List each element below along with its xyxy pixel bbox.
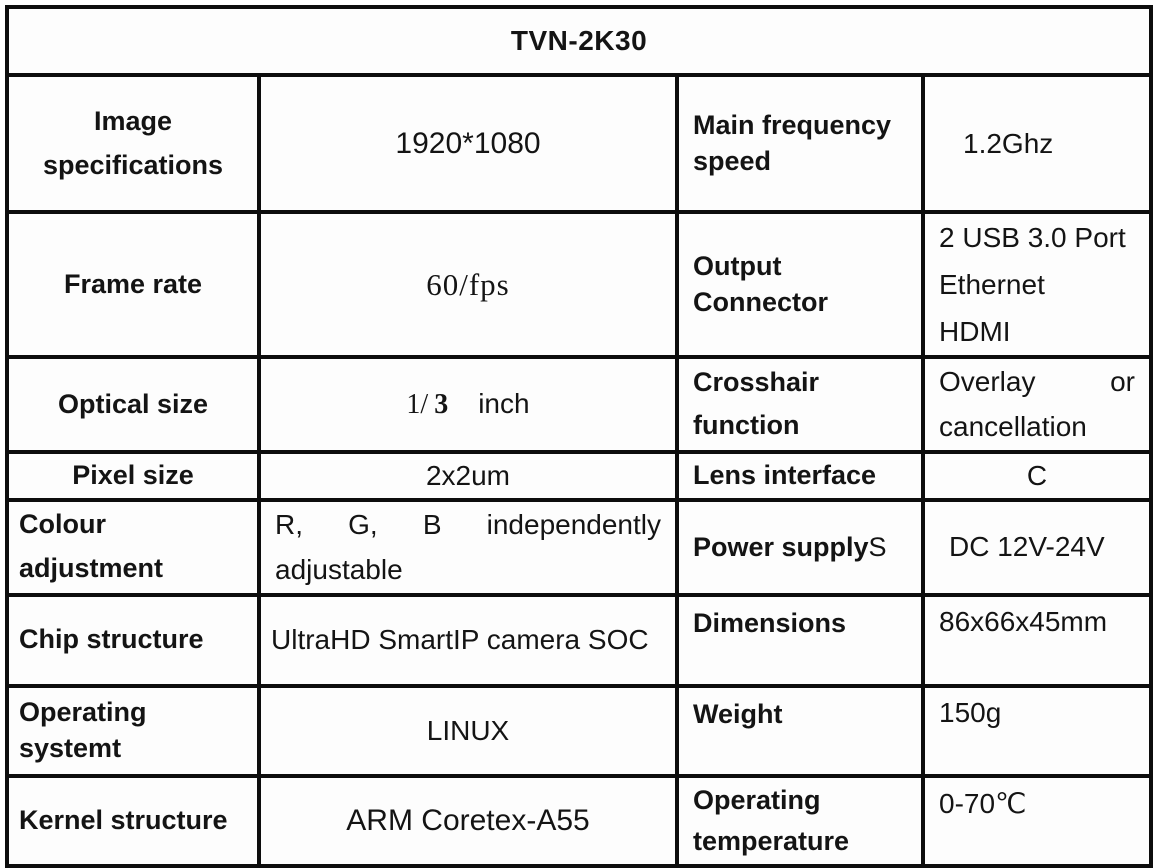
table-row: [7, 595, 1151, 686]
label-frame-rate: Frame rate: [7, 212, 259, 357]
value-colour-adjustment: [259, 500, 677, 595]
value-word: G,: [348, 508, 378, 540]
label-pixel-size: Pixel size: [7, 452, 259, 500]
value-pixel-size: 2x2um: [259, 452, 677, 500]
label-optical-size: Optical size: [7, 357, 259, 452]
label-line: systemt: [19, 732, 122, 763]
label-line: Operating: [693, 785, 821, 816]
table-row: [7, 357, 1151, 452]
optical-digit: 3: [434, 388, 449, 420]
label-line: Output: [693, 251, 782, 282]
label-main-frequency-speed: [677, 75, 923, 212]
value-line: Ethernet: [939, 269, 1045, 301]
value-line: [275, 502, 661, 547]
value-kernel-structure: ARM Coretex-A55: [259, 776, 677, 866]
label-line: Image: [93, 105, 173, 136]
table-title: TVN-2K30: [7, 7, 1151, 75]
label-line: Operating: [19, 697, 147, 728]
value-operating-temperature: 0-70℃: [923, 776, 1151, 866]
value-word: or: [1110, 366, 1136, 398]
label-operating-system: [7, 686, 259, 776]
label-line: Connector: [693, 286, 828, 317]
value-line: adjustable: [275, 554, 403, 586]
spec-sheet: [5, 5, 1149, 856]
label-lens-interface: Lens interface: [677, 452, 923, 500]
label-dimensions: Dimensions: [677, 595, 923, 686]
title-row: [7, 7, 1151, 75]
value-dimensions: 86x66x45mm: [923, 595, 1151, 686]
value-weight: 150g: [923, 686, 1151, 776]
label-colour-adjustment: [7, 500, 259, 595]
value-line: cancellation: [939, 411, 1087, 443]
value-operating-system: LINUX: [259, 686, 677, 776]
table-row: [7, 75, 1151, 212]
table-row: [7, 452, 1151, 500]
value-frame-rate: 60/fps: [259, 212, 677, 357]
value-power-supply: DC 12V-24V: [923, 500, 1151, 595]
label-line: function: [693, 410, 800, 441]
value-word: independently: [486, 508, 661, 540]
table-row: [7, 686, 1151, 776]
label-image-specifications: [7, 75, 259, 212]
label-line: speed: [693, 145, 772, 176]
value-optical-size: [259, 357, 677, 452]
label-weight: Weight: [677, 686, 923, 776]
label-power-supply: [677, 500, 923, 595]
value-word: B: [422, 508, 442, 540]
label-output-connector: [677, 212, 923, 357]
label-line: temperature: [693, 825, 850, 856]
label-suffix: S: [868, 531, 887, 562]
label-line: Main frequency: [693, 110, 892, 141]
label-line: Colour: [19, 509, 106, 540]
value-chip-structure: UltraHD SmartIP camera SOC: [259, 595, 677, 686]
table-row: [7, 212, 1151, 357]
table-row: [7, 776, 1151, 866]
label-kernel-structure: Kernel structure: [7, 776, 259, 866]
optical-unit: inch: [478, 387, 530, 419]
value-output-connector: [923, 212, 1151, 357]
value-word: R,: [275, 508, 303, 540]
value-crosshair-function: [923, 357, 1151, 452]
label-line: Crosshair: [693, 366, 820, 397]
label-text: Power supply: [693, 531, 869, 562]
value-image-specifications: 1920*1080: [259, 75, 677, 212]
label-crosshair-function: [677, 357, 923, 452]
value-word: Overlay: [939, 366, 1036, 398]
value-line: [939, 359, 1135, 404]
spec-table: [5, 5, 1153, 868]
label-line: adjustment: [19, 553, 164, 584]
optical-fraction: 1/: [406, 388, 429, 420]
table-row: [7, 500, 1151, 595]
value-line: HDMI: [939, 316, 1011, 348]
value-lens-interface: C: [923, 452, 1151, 500]
label-operating-temperature: [677, 776, 923, 866]
value-line: 2 USB 3.0 Port: [939, 222, 1126, 253]
value-main-frequency-speed: 1.2Ghz: [923, 75, 1151, 212]
label-chip-structure: Chip structure: [7, 595, 259, 686]
label-line: specifications: [42, 149, 224, 180]
